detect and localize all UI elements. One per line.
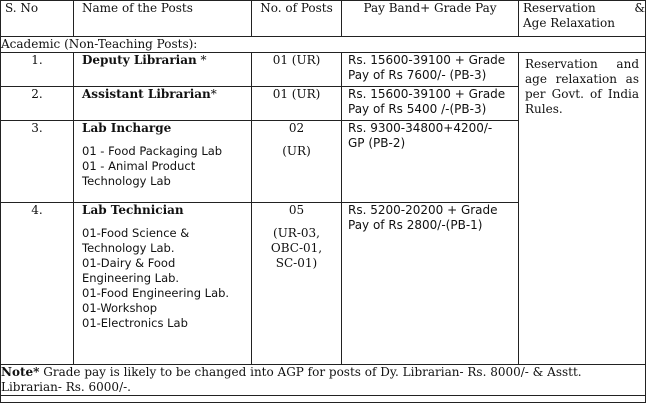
header-no-of-posts: No. of Posts	[252, 1, 342, 37]
pay-line: Pay of Rs 5400 /-(PB-3)	[348, 102, 487, 116]
spacer	[252, 218, 341, 226]
lab-item: 01 - Food Packaging Lab	[82, 144, 223, 158]
row-post-name	[74, 53, 252, 87]
pay-line: GP (PB-2)	[348, 136, 406, 150]
lab-item: 01-Electronics Lab	[82, 316, 188, 330]
pay-line: Pay of Rs 7600/- (PB-3)	[348, 68, 487, 82]
row-sno: 3.	[1, 121, 74, 203]
header-age-relaxation: Age Relaxation	[523, 16, 615, 30]
post-title: Deputy Librarian	[82, 53, 197, 67]
lab-item: 01-Workshop	[82, 301, 158, 315]
table-header-row	[1, 1, 646, 37]
row-pay-band	[342, 53, 519, 87]
post-title: Lab Incharge	[82, 121, 172, 135]
count-line: 02	[288, 121, 305, 135]
lab-item: Engineering Lab.	[82, 271, 180, 285]
reservation-cell: Reservation and age relaxation as per Govt. of India Rules.	[519, 53, 646, 365]
count-line: (UR)	[282, 144, 311, 158]
table-row	[1, 53, 646, 87]
row-post-count: 01 (UR)	[252, 53, 342, 87]
header-reservation-word: Reservation	[523, 1, 596, 15]
row-sno: 4.	[1, 203, 74, 365]
note-text: Grade pay is likely to be changed into AGP for posts of Dy. Librarian- Rs. 8000/- & Asstt. Librarian- Rs. 6000/-.	[1, 365, 582, 394]
lab-item: 01-Dairy & Food	[82, 256, 176, 270]
row-sno: 1.	[1, 53, 74, 87]
row-sno: 2.	[1, 87, 74, 121]
section-row	[1, 37, 646, 53]
note-row	[1, 365, 646, 396]
note-label: Note*	[1, 365, 40, 379]
post-title: Lab Technician	[82, 203, 184, 217]
cut-off-cell	[1, 396, 646, 403]
note-cell	[1, 365, 646, 396]
row-post-name	[74, 87, 252, 121]
lab-item: 01 - Animal Product	[82, 159, 196, 173]
pay-line: Rs. 9300-34800+4200/-	[348, 121, 493, 135]
count-line: (UR-03,	[273, 226, 320, 240]
spacer	[252, 136, 341, 144]
spacer	[82, 136, 251, 144]
pay-line: Pay of Rs 2800/-(PB-1)	[348, 218, 483, 232]
pay-line: Rs. 15600-39100 + Grade	[348, 87, 506, 101]
post-title-suffix: *	[196, 53, 207, 67]
count-line: SC-01)	[275, 256, 318, 270]
header-sno: S. No	[1, 1, 74, 37]
post-title-suffix: *	[210, 87, 217, 101]
row-post-count	[252, 203, 342, 365]
lab-item: Technology Lab	[82, 174, 171, 188]
header-post-name: Name of the Posts	[74, 1, 252, 37]
header-pay-band: Pay Band+ Grade Pay	[342, 1, 519, 37]
pay-line: Rs. 15600-39100 + Grade	[348, 53, 506, 67]
lab-item: 01-Food Engineering Lab.	[82, 286, 230, 300]
lab-item: Technology Lab.	[82, 241, 175, 255]
pay-line: Rs. 5200-20200 + Grade	[348, 203, 498, 217]
header-reservation	[519, 1, 646, 37]
row-pay-band	[342, 87, 519, 121]
count-line: 05	[288, 203, 305, 217]
row-pay-band	[342, 121, 519, 203]
post-title: Assistant Librarian	[82, 87, 211, 101]
row-post-count	[252, 121, 342, 203]
header-ampersand: &	[634, 1, 645, 15]
count-line: OBC-01,	[270, 241, 323, 255]
section-title: Academic (Non-Teaching Posts):	[1, 37, 646, 53]
row-pay-band	[342, 203, 519, 365]
row-post-count: 01 (UR)	[252, 87, 342, 121]
row-post-name	[74, 121, 252, 203]
spacer	[82, 218, 251, 226]
lab-item: 01-Food Science &	[82, 226, 190, 240]
cut-off-row	[1, 396, 646, 403]
row-post-name	[74, 203, 252, 365]
